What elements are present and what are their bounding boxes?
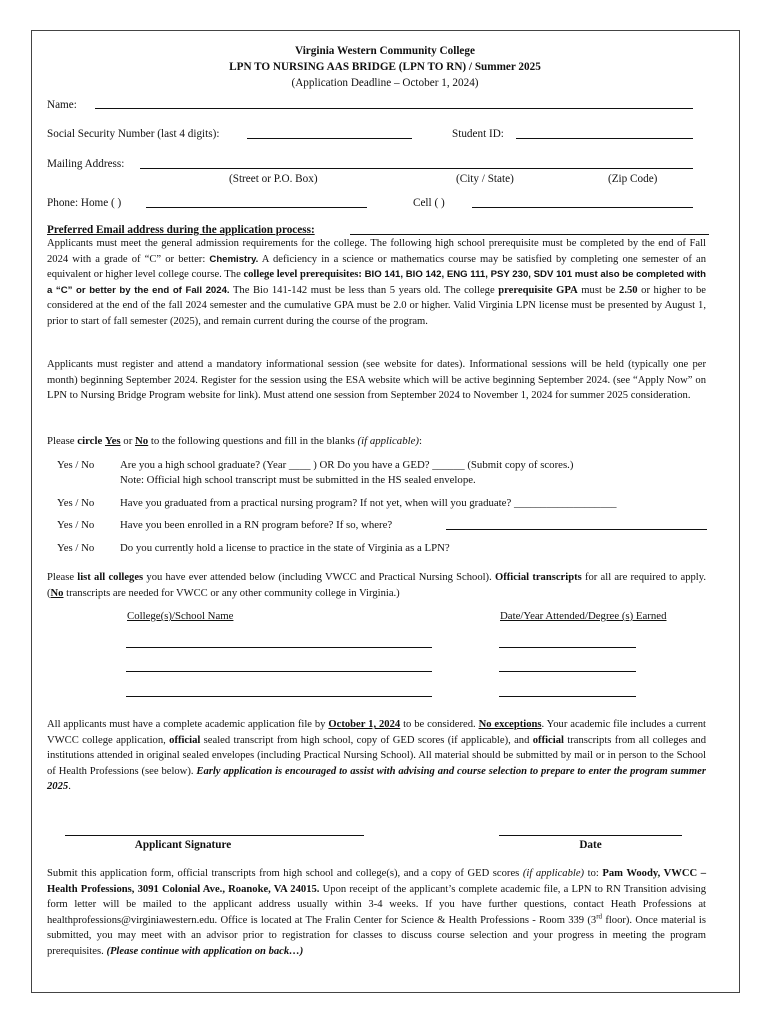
phone-home-field[interactable] [146, 207, 367, 208]
student-id-label: Student ID: [452, 128, 504, 140]
question-lpn-license: Do you currently hold a license to practice in the state of Virginia as a LPN? [120, 542, 450, 554]
applicant-signature-field[interactable] [65, 835, 364, 836]
program-title: LPN TO NURSING AAS BRIDGE (LPN TO RN) / Summer 2025 [229, 61, 541, 73]
college-name-header: College(s)/School Name [127, 610, 234, 622]
college-name-field[interactable] [126, 647, 432, 648]
submission-paragraph: Submit this application form, official transcripts from high school and college(s), and a copy of GED scores (if applicable) to: Pam Woody, VWCC – Health Professions, 3091 Colonial Ave., Roanoke, VA 24015. Upon receipt of the applicant’s complete academic file, a LPN to RN Transition advising form letter will be mailed to the applicant address usually within 3-4 weeks. If you have further questions, contact Heath Professions at healthprofessions@virginiawestern.edu. Office is located at The Fralin Center for Science & Health Professions - Room 339 (3rd floor). Once material is submitted, you may meet with an advisor prior to registration for classes to discuss course selection and your progress in meeting the program prerequisites. (Please continue with application on back…) [47, 868, 707, 957]
yes-no-choice[interactable]: Yes / No [57, 459, 95, 471]
date-attended-field[interactable] [499, 696, 636, 697]
question-rn-enrolled: Have you been enrolled in a RN program before? If so, where? [120, 519, 393, 531]
ssn-field[interactable] [247, 138, 412, 139]
question-note: Note: Official high school transcript must be submitted in the HS sealed envelope. [120, 474, 476, 486]
question-pn-graduate: Have you graduated from a practical nursing program? If not yet, when will you graduate? ___________________ [120, 497, 617, 509]
college-name: Virginia Western Community College [295, 45, 475, 57]
mailing-address-label: Mailing Address: [47, 158, 125, 170]
date-attended-field[interactable] [499, 647, 636, 648]
email-heading: Preferred Email address during the application process: [47, 224, 315, 236]
college-name-field[interactable] [126, 671, 432, 672]
academic-file-paragraph: All applicants must have a complete academic application file by October 1, 2024 to be considered. No exceptions. Your academic file includes a current VWCC college application, official sealed transcript from high school, copy of GED scores (if applicable), and official transcripts from all colleges and institutions attended in original sealed envelopes (including Practical Nursing School). All material should be submitted by mail or in person to the School of Health Professions (see below). Early application is encouraged to assist with advising and course selection to prepare to enter the program summer 2025. [47, 719, 706, 793]
date-field[interactable] [499, 835, 682, 836]
question-hs-graduate: Are you a high school graduate? (Year ____ ) OR Do you have a GED? ______ (Submit copy of scores.) [120, 459, 574, 471]
requirements-paragraph: Applicants must meet the general admission requirements for the college. The following high school prerequisite must be completed by the end of Fall 2024 with a grade of “C” or better: Chemistry. A deficiency in a science or mathematics course may be satisfied by completing one semester of an equivalent or higher level college course. The college level prerequisites: BIO 141, BIO 142, ENG 111, PSY 230, SDV 101 must also be completed with a “C” or better by the end of Fall 2024. The Bio 141-142 must be less than 5 years old. The college prerequisite GPA must be 2.50 or higher to be considered at the end of the fall 2024 semester and the cumulative GPA must be 2.0 or higher. Valid Virginia LPN license must be presented by August 1, prior to start of fall semester (2025), and remain current during the course of the program. [47, 238, 706, 327]
date-label: Date [579, 839, 602, 851]
email-field[interactable] [350, 234, 709, 235]
applicant-signature-label: Applicant Signature [134, 839, 232, 851]
name-field[interactable] [95, 108, 693, 109]
phone-home-label: Phone: Home ( ) [47, 197, 122, 209]
name-label: Name: [47, 99, 77, 111]
yes-no-choice[interactable]: Yes / No [57, 519, 95, 531]
student-id-field[interactable] [516, 138, 693, 139]
date-attended-header: Date/Year Attended/Degree (s) Earned [500, 610, 667, 622]
cell-label: Cell ( ) [413, 197, 445, 209]
colleges-instructions: Please list all colleges you have ever attended below (including VWCC and Practical Nursing School). Official transcripts for all are required to apply. (No transcripts are needed for VWCC or any other community college in Virginia.) [47, 572, 706, 599]
rn-program-field[interactable] [446, 529, 707, 530]
college-name-field[interactable] [126, 696, 432, 697]
application-deadline: (Application Deadline – October 1, 2024) [291, 77, 479, 89]
ssn-label: Social Security Number (last 4 digits): [47, 128, 220, 140]
session-paragraph: Applicants must register and attend a mandatory informational session (see website for dates). Informational sessions will be held (typically one per month) beginning September 2024. Register for the session using the ESA website which will be active beginning September 2024. (see “Apply Now” on LPN to Nursing Bridge Program website for link). Must attend one session from September 2024 to November 1, 2024 for summer 2025 consideration. [47, 359, 706, 402]
yes-no-choice[interactable]: Yes / No [57, 542, 95, 554]
cell-field[interactable] [472, 207, 693, 208]
circle-instructions: Please circle Yes or No to the following questions and fill in the blanks (if applicable): [47, 435, 422, 447]
date-attended-field[interactable] [499, 671, 636, 672]
mailing-address-field[interactable] [140, 168, 693, 169]
city-caption: (City / State) [456, 173, 514, 185]
zip-caption: (Zip Code) [608, 173, 658, 185]
street-caption: (Street or P.O. Box) [229, 173, 318, 185]
yes-no-choice[interactable]: Yes / No [57, 497, 95, 509]
